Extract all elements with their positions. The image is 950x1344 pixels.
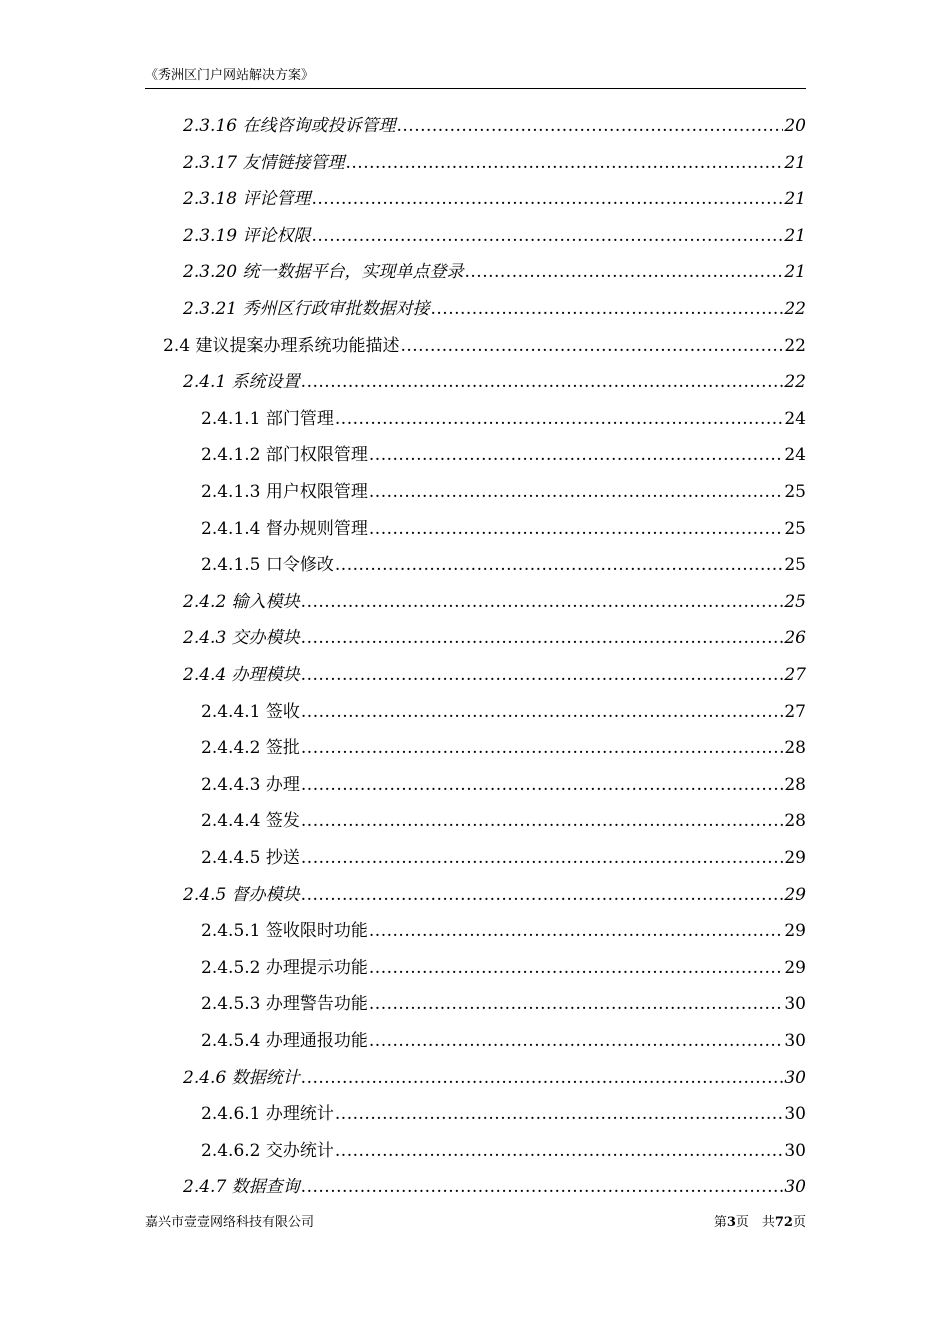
toc-entry-page: 29 (784, 848, 806, 868)
toc-entry-page: 25 (784, 555, 806, 576)
toc-entry-title: 2.4.3 交办模块 (183, 628, 300, 649)
toc-leader-dots (301, 807, 783, 835)
toc-entry[interactable] (201, 734, 806, 762)
toc-entry-title: 2.4.4.1 签收 (201, 701, 300, 722)
toc-leader-dots (301, 734, 783, 762)
toc-entry[interactable] (163, 332, 806, 360)
toc-leader-dots (430, 295, 783, 323)
toc-entry-title: 2.4.4.4 签发 (201, 811, 300, 832)
toc-leader-dots (369, 478, 783, 506)
toc-entry-title: 2.4.1 系统设置 (183, 372, 300, 393)
total-pages: 72 (774, 1215, 793, 1230)
toc-leader-dots (369, 917, 783, 945)
toc-entry[interactable] (183, 588, 806, 616)
toc-entry-title: 2.4.5.1 签收限时功能 (201, 921, 368, 942)
page-number: 第3页 共72页 (713, 1215, 806, 1230)
toc-entry[interactable] (201, 917, 806, 945)
toc-entry-page: 22 (784, 372, 806, 393)
toc-entry-title: 2.4.4.5 抄送 (201, 848, 300, 868)
toc-entry-page: 21 (784, 225, 806, 246)
toc-entry[interactable] (183, 295, 806, 323)
toc-entry-title: 2.4.1.3 用户权限管理 (201, 482, 368, 502)
toc-entry-page: 28 (784, 811, 806, 832)
toc-leader-dots (464, 258, 783, 286)
toc-entry-page: 24 (784, 445, 806, 466)
toc-leader-dots (301, 844, 783, 872)
toc-entry-title: 2.4.6 数据统计 (183, 1067, 300, 1088)
toc-entry-title: 2.3.17 友情链接管理 (183, 152, 345, 173)
toc-entry[interactable] (183, 112, 806, 140)
toc-leader-dots (301, 1173, 784, 1201)
toc-entry-page: 21 (784, 262, 806, 283)
toc-entry-page: 29 (784, 921, 806, 942)
toc-entry-title: 2.3.18 评论管理 (183, 189, 311, 210)
toc-entry-title: 2.4.5.2 办理提示功能 (201, 957, 368, 978)
toc-entry-page: 26 (784, 628, 806, 649)
toc-entry[interactable] (183, 368, 806, 396)
toc-entry-title: 2.3.16 在线咨询或投诉管理 (183, 116, 396, 136)
toc-entry[interactable] (201, 807, 806, 835)
toc-entry[interactable] (201, 551, 806, 579)
toc-leader-dots (369, 954, 783, 982)
toc-entry[interactable] (201, 515, 806, 543)
toc-entry[interactable] (183, 661, 806, 689)
toc-entry-title: 2.4.2 输入模块 (183, 591, 300, 612)
toc-entry[interactable] (201, 698, 806, 726)
toc-entry-title: 2.4.1.2 部门权限管理 (201, 445, 368, 466)
toc-leader-dots (301, 698, 783, 726)
toc-entry-page: 24 (784, 408, 806, 429)
toc-entry-page: 29 (784, 957, 806, 978)
toc-leader-dots (301, 368, 784, 396)
toc-entry-title: 2.4.4.2 签批 (201, 738, 300, 759)
toc-leader-dots (369, 441, 783, 469)
toc-entry[interactable] (183, 185, 806, 213)
toc-entry-page: 25 (784, 482, 806, 502)
toc-entry[interactable] (183, 258, 806, 286)
toc-entry-title: 2.4.1.5 口令修改 (201, 555, 334, 576)
page-header (145, 66, 806, 89)
toc-entry[interactable] (183, 881, 806, 909)
toc-entry[interactable] (183, 1173, 806, 1201)
toc-entry[interactable] (201, 478, 806, 506)
toc-entry-title: 2.3.19 评论权限 (183, 225, 311, 246)
toc-entry-page: 20 (784, 116, 806, 136)
toc-entry[interactable] (201, 771, 806, 799)
toc-entry-page: 30 (784, 1140, 806, 1161)
page-footer (145, 1213, 806, 1233)
toc-leader-dots (396, 112, 783, 140)
toc-leader-dots (301, 1064, 784, 1092)
toc-entry-title: 2.4 建议提案办理系统功能描述 (163, 335, 400, 356)
toc-leader-dots (301, 661, 784, 689)
toc-entry[interactable] (183, 1064, 806, 1092)
toc-entry[interactable] (201, 954, 806, 982)
toc-leader-dots (301, 588, 784, 616)
toc-entry-page: 21 (784, 189, 806, 210)
toc-entry-page: 25 (784, 591, 806, 612)
company-name: 嘉兴市壹壹网络科技有限公司 (145, 1215, 315, 1230)
toc-leader-dots (311, 185, 783, 213)
toc-entry[interactable] (183, 222, 806, 250)
toc-leader-dots (400, 332, 783, 360)
toc-entry[interactable] (201, 441, 806, 469)
toc-leader-dots (311, 222, 783, 250)
document-title: 《秀洲区门户网站解决方案》 (145, 68, 315, 83)
toc-entry[interactable] (201, 844, 806, 872)
toc-leader-dots (335, 1100, 783, 1128)
toc-entry[interactable] (201, 1137, 806, 1165)
toc-entry-page: 30 (784, 1177, 806, 1198)
toc-entry[interactable] (201, 1100, 806, 1128)
toc-entry-page: 30 (784, 994, 806, 1015)
toc-entry-page: 21 (784, 152, 806, 173)
toc-entry-title: 2.4.7 数据查询 (183, 1177, 300, 1198)
toc-entry-page: 27 (784, 701, 806, 722)
toc-entry-page: 22 (784, 299, 806, 319)
toc-entry[interactable] (201, 405, 806, 433)
toc-entry[interactable] (183, 149, 806, 177)
toc-leader-dots (301, 624, 784, 652)
toc-entry-title: 2.4.1.1 部门管理 (201, 408, 334, 429)
toc-leader-dots (335, 551, 783, 579)
toc-entry-page: 30 (784, 1104, 806, 1125)
toc-entry-page: 22 (784, 335, 806, 356)
toc-entry-title: 2.4.4 办理模块 (183, 665, 300, 685)
toc-leader-dots (335, 405, 783, 433)
toc-entry-title: 2.4.5 督办模块 (183, 884, 300, 905)
toc-entry[interactable] (201, 990, 806, 1018)
toc-leader-dots (369, 1027, 783, 1055)
toc-entry-page: 27 (784, 665, 806, 685)
toc-leader-dots (301, 881, 784, 909)
toc-leader-dots (345, 149, 783, 177)
toc-entry-title: 2.3.20 统一数据平台，实现单点登录 (183, 262, 464, 283)
toc-entry-title: 2.4.5.4 办理通报功能 (201, 1031, 368, 1051)
toc-entry-title: 2.4.1.4 督办规则管理 (201, 518, 368, 539)
toc-entry-title: 2.4.5.3 办理警告功能 (201, 994, 368, 1015)
toc-leader-dots (369, 990, 783, 1018)
toc-leader-dots (301, 771, 783, 799)
toc-entry-page: 25 (784, 518, 806, 539)
current-page: 3 (726, 1215, 736, 1230)
toc-entry-title: 2.4.4.3 办理 (201, 774, 300, 795)
toc-entry-title: 2.4.6.1 办理统计 (201, 1104, 334, 1125)
toc-entry-page: 29 (784, 884, 806, 905)
toc-entry[interactable] (201, 1027, 806, 1055)
toc-entry-title: 2.3.21 秀州区行政审批数据对接 (183, 299, 430, 319)
toc-entry-title: 2.4.6.2 交办统计 (201, 1140, 334, 1161)
toc-entry[interactable] (183, 624, 806, 652)
toc-leader-dots (335, 1137, 783, 1165)
toc-entry-page: 30 (784, 1067, 806, 1088)
toc-leader-dots (369, 515, 783, 543)
toc-entry-page: 28 (784, 774, 806, 795)
toc-entry-page: 28 (784, 738, 806, 759)
toc-entry-page: 30 (784, 1031, 806, 1051)
